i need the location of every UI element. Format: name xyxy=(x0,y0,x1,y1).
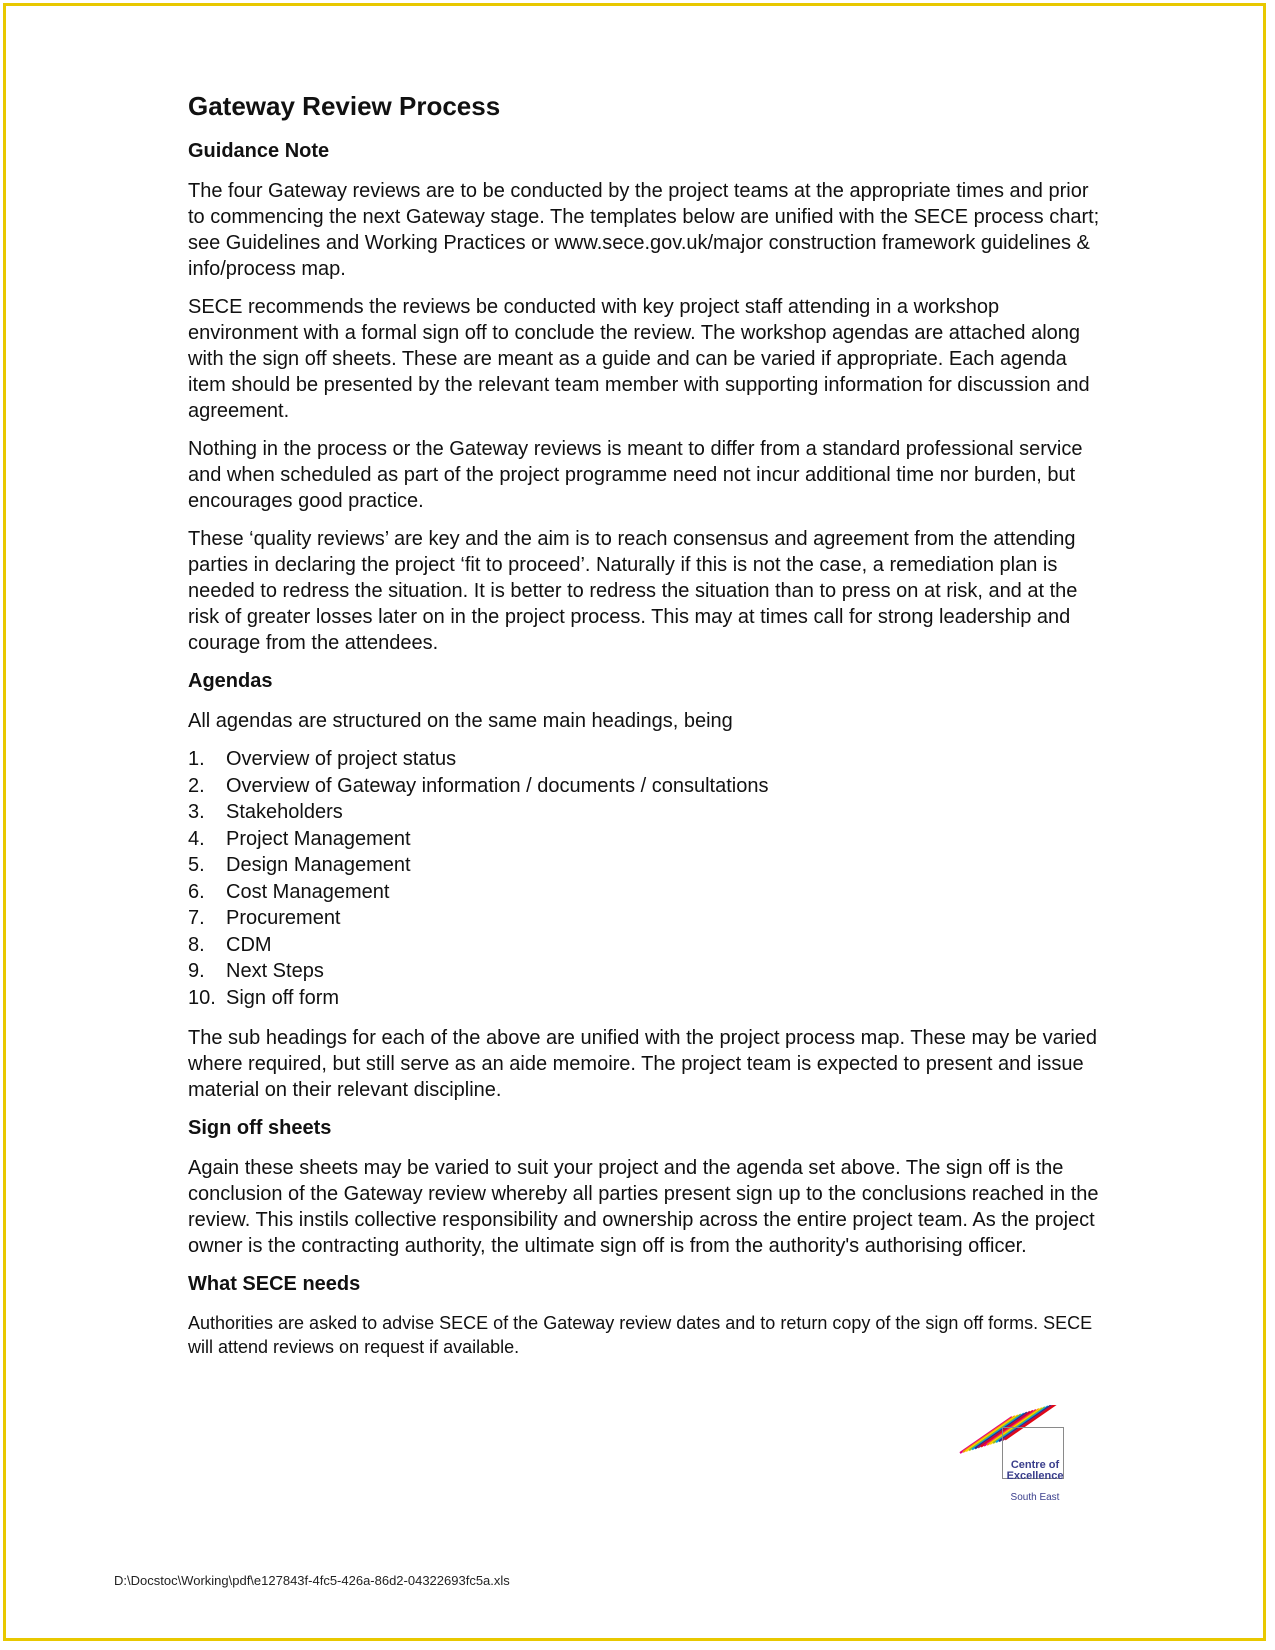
guidance-paragraph-1: The four Gateway reviews are to be conducted by the project teams at the appropriate times and prior to commencing the next Gateway stage. The templates below are unified with the SECE process chart; see Guidelines and Working Practices or www.sece.gov.uk/major construction framework guidelines & info/process map. xyxy=(188,180,1100,280)
agenda-list xyxy=(188,746,1108,1011)
guidance-paragraph-2: SECE recommends the reviews be conducted with key project staff attending in a workshop environment with a formal sign off to conclude the review. The workshop agendas are attached along with the sign off sheets. These are meant as a guide and can be varied if appropriate. Each agenda item should be presented by the relevant team member with supporting information for discussion and agreement. xyxy=(188,296,1090,422)
guidance-paragraph-3: Nothing in the process or the Gateway reviews is meant to differ from a standard professional service and when scheduled as part of the project programme need not incur additional time nor burden, but encourages good practice. xyxy=(188,438,1083,512)
needs-heading: What SECE needs xyxy=(188,1273,361,1295)
agenda-item: 4. Project Management xyxy=(188,827,411,850)
agenda-item: 6. Cost Management xyxy=(188,880,390,903)
agenda-item: 7. Procurement xyxy=(188,907,341,929)
guidance-paragraph-4: These ‘quality reviews’ are key and the aim is to reach consensus and agreement from the attending parties in declaring the project ‘fit to proceed’. Naturally if this is not the case, a remediation plan is needed to redress the situation. It is better to redress the situation than to press on at risk, and at the risk of greater losses later on in the project process. This may at times call for strong leadership and courage from the attendees. xyxy=(188,528,1078,654)
needs-paragraph: Authorities are asked to advise SECE of the Gateway review dates and to return copy of the sign off forms. SECE will attend reviews on request if available. xyxy=(188,1313,1093,1357)
agendas-after-paragraph: The sub headings for each of the above are unified with the project process map. These may be varied where required, but still serve as an aide memoire. The project team is expected to present and issue material on their relevant discipline. xyxy=(188,1027,1098,1101)
agenda-item: 5. Design Management xyxy=(188,854,411,876)
agenda-item: 1. Overview of project status xyxy=(188,748,457,770)
agendas-heading: Agendas xyxy=(188,670,273,692)
footer-file-path: D:\Docstoc\Working\pdf\e127843f-4fc5-426a-86d2-04322693fc5a.xls xyxy=(114,1573,510,1588)
document-title: Gateway Review Process xyxy=(188,91,501,121)
agenda-item: 9. Next Steps xyxy=(188,960,324,982)
logo-title: Centre of Excellence xyxy=(1006,1459,1064,1482)
document-body xyxy=(188,90,1108,1371)
guidance-heading: Guidance Note xyxy=(188,140,330,162)
agenda-item: 2. Overview of Gateway information / documents / consultations xyxy=(188,774,769,797)
signoff-heading: Sign off sheets xyxy=(188,1117,332,1139)
agenda-item: 8. CDM xyxy=(188,933,272,956)
centre-of-excellence-logo xyxy=(958,1405,1078,1505)
logo-subtitle: South East xyxy=(1010,1492,1060,1503)
agenda-item: 10. Sign off form xyxy=(188,986,340,1009)
agenda-item: 3. Stakeholders xyxy=(188,801,343,823)
agendas-intro: All agendas are structured on the same main headings, being xyxy=(188,710,733,732)
signoff-paragraph: Again these sheets may be varied to suit your project and the agenda set above. The sign off is the conclusion of the Gateway review whereby all parties present sign up to the conclusions reached in the review. This instils collective responsibility and ownership across the entire project team. As the project owner is the contracting authority, the ultimate sign off is from the authority's authorising officer. xyxy=(188,1157,1099,1257)
